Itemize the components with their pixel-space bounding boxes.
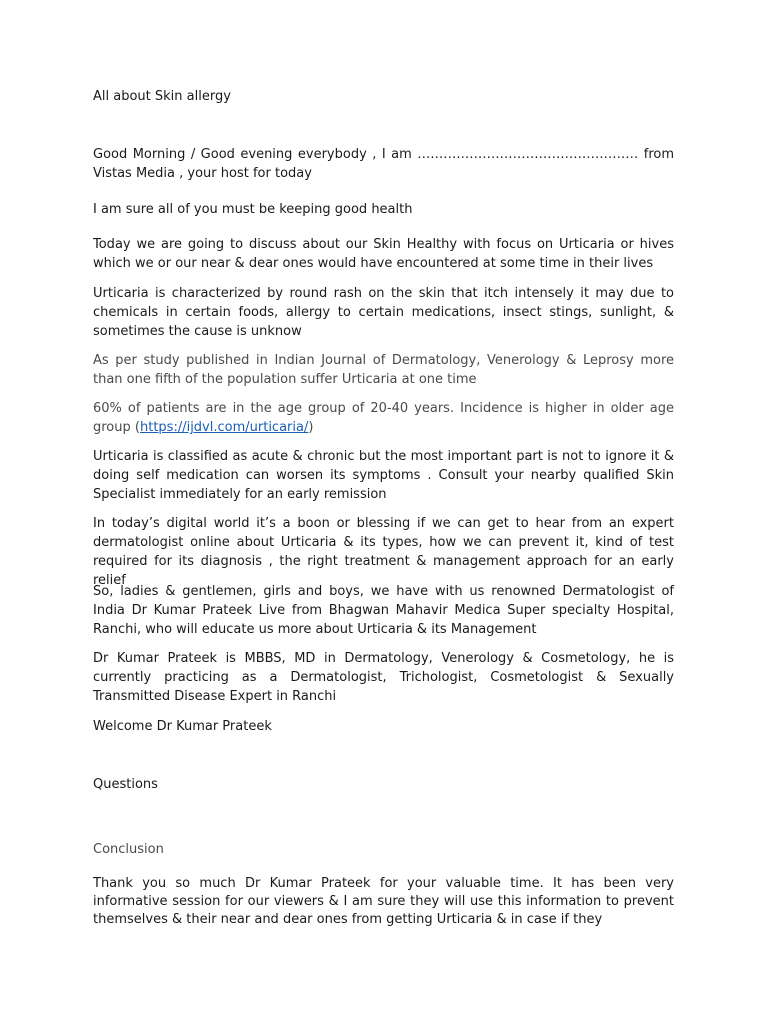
thanks-paragraph: Thank you so much Dr Kumar Prateek for your valuable time. It has been very informative session for our viewers & I am sure they will use this information to prevent themselves & their near and dear ones from getting Urticaria & in case if they [93, 876, 674, 927]
patients-paragraph [93, 399, 674, 437]
welcome-paragraph: Welcome Dr Kumar Prateek [93, 719, 272, 734]
classified-paragraph: Urticaria is classified as acute & chronic but the most important part is not to ignore it & doing self medication can worsen its symptoms . Consult your nearby qualified Skin Specialist immediately for an early remission [93, 449, 674, 502]
questions-heading: Questions [93, 777, 158, 792]
ladies-paragraph: So, ladies & gentlemen, girls and boys, we have with us renowned Dermatologist of India Dr Kumar Prateek Live from Bhagwan Mahavir Medica Super specialty Hospital, Ranchi, who will educate us more about Urticaria & its Management [93, 584, 674, 637]
patients-text: 60% of patients are in the age group of 20-40 years. Incidence is higher in older age group [93, 401, 674, 435]
document-title: All about Skin allergy [93, 89, 231, 104]
characterized-paragraph: Urticaria is characterized by round rash on the skin that itch intensely it may due to chemicals in certain foods, allergy to certain medications, insect stings, sunlight, & sometimes the cause is unknow [93, 286, 674, 339]
link-open-paren: ( [134, 420, 140, 435]
good-health-paragraph: I am sure all of you must be keeping good health [93, 202, 413, 217]
discuss-paragraph: Today we are going to discuss about our Skin Healthy with focus on Urticaria or hives which we or our near & dear ones would have encountered at some time in their lives [93, 237, 674, 271]
ijdvl-link[interactable]: https://ijdvl.com/urticaria/ [139, 420, 309, 435]
digital-paragraph: In today’s digital world it’s a boon or blessing if we can get to hear from an expert dermatologist online about Urticaria & its types, how we can prevent it, kind of test required for its diagnosis , the right treatment & management approach for an early relief [93, 516, 674, 588]
link-close-paren: ) [308, 420, 314, 435]
greeting-paragraph: Good Morning / Good evening everybody , I am …………………………………………… from Vistas Media , your host for today [93, 147, 674, 181]
study-paragraph: As per study published in Indian Journal of Dermatology, Venerology & Leprosy more than one fifth of the population suffer Urticaria at one time [93, 353, 674, 387]
conclusion-heading: Conclusion [93, 842, 164, 857]
bio-paragraph: Dr Kumar Prateek is MBBS, MD in Dermatology, Venerology & Cosmetology, he is currently practicing as a Dermatologist, Trichologist, Cosmetologist & Sexually Transmitted Disease Expert in Ranchi [93, 651, 674, 704]
